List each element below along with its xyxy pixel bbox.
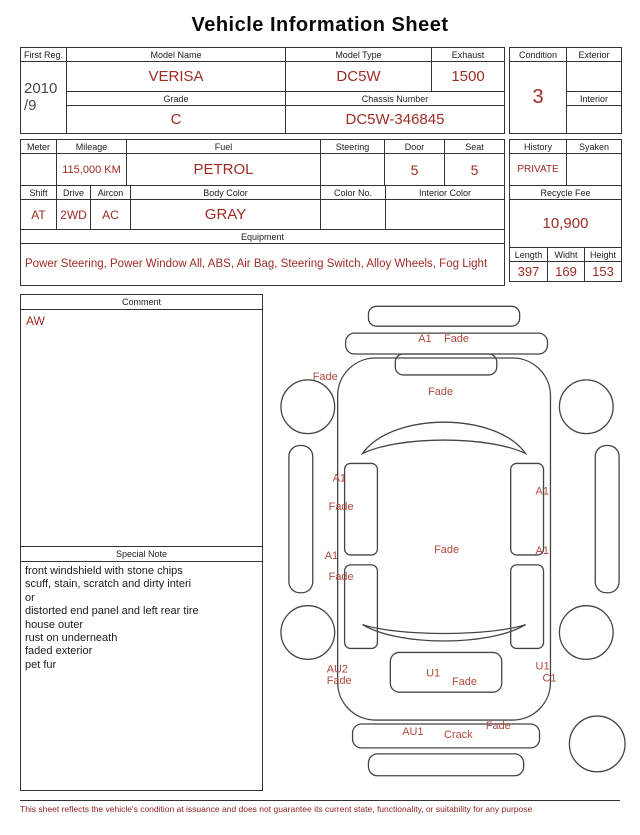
steering-label: Steering (321, 140, 385, 154)
special-note-line: rust on underneath (25, 632, 118, 645)
damage-annotation: U1 (535, 660, 550, 673)
spec-table-a (20, 139, 505, 186)
door-label: Door (385, 140, 445, 154)
spec-table-b (20, 185, 505, 230)
equipment-table (20, 229, 505, 286)
width-value: 169 (548, 262, 585, 282)
mileage-value: 115,000 KM (57, 154, 127, 186)
car-diagram-panel (269, 294, 639, 797)
damage-annotation: Fade (452, 676, 477, 689)
model-name-value: VERISA (67, 62, 286, 92)
special-note-text (21, 562, 262, 790)
comment-text: AW (26, 314, 45, 328)
dimensions-table (509, 247, 622, 282)
color-no-label: Color No. (321, 186, 386, 200)
seat-label: Seat (445, 140, 505, 154)
exterior-value (567, 62, 622, 92)
vehicle-identity-table (20, 47, 505, 134)
history-value: PRIVATE (510, 154, 567, 186)
trunk-panel (390, 652, 501, 692)
spare-tire (569, 716, 625, 772)
rear-left-wheel (281, 606, 335, 660)
model-name-label: Model Name (67, 48, 286, 62)
damage-annotation: Fade (328, 570, 354, 583)
interior-label: Interior (567, 92, 622, 106)
front-right-wheel (559, 380, 613, 434)
door-value: 5 (385, 154, 445, 186)
meter-label: Meter (21, 140, 57, 154)
damage-annotation: A1 (418, 333, 432, 346)
first-reg-value (21, 62, 67, 134)
rear-right-wheel (559, 606, 613, 660)
first-reg-label: First Reg. (21, 48, 67, 62)
damage-annotation: A1 (324, 549, 339, 562)
condition-value: 3 (510, 62, 567, 134)
disclaimer: This sheet reflects the vehicle's condition at issuance and does not guarantee its current state, functionality, or suitability for any purpose (20, 800, 620, 814)
fuel-label: Fuel (127, 140, 321, 154)
top-table-row-2 (20, 139, 620, 286)
damage-annotation: AU2 (326, 663, 348, 676)
damage-annotation: Fade (485, 720, 511, 733)
seat-value: 5 (445, 154, 505, 186)
special-note-box (20, 546, 263, 791)
fuel-value: PETROL (127, 154, 321, 186)
exhaust-value: 1500 (432, 62, 505, 92)
steering-value (321, 154, 385, 186)
front-left-wheel (281, 380, 335, 434)
history-table (509, 139, 622, 186)
comment-label: Comment (21, 295, 262, 310)
damage-annotation: C1 (542, 672, 557, 685)
top-table-row-1 (20, 47, 620, 134)
grade-value: C (67, 106, 286, 134)
model-type-value: DC5W (286, 62, 432, 92)
damage-annotation: A1 (535, 544, 549, 557)
special-note-line: pet fur (25, 658, 57, 671)
damage-annotation: Crack (444, 728, 473, 741)
condition-table (509, 47, 622, 134)
length-value: 397 (510, 262, 548, 282)
special-note-line: scuff, stain, scratch and dirty interi (25, 578, 192, 591)
recycle-fee-table (509, 185, 622, 248)
aircon-value: AC (91, 200, 131, 230)
front-grille (395, 354, 496, 375)
color-no-value (321, 200, 386, 230)
damage-annotation: Fade (434, 543, 460, 556)
condition-label: Condition (510, 48, 567, 62)
mileage-label: Mileage (57, 140, 127, 154)
drive-value: 2WD (57, 200, 91, 230)
body-color-label: Body Color (131, 186, 321, 200)
left-side-trim (289, 446, 313, 593)
special-note-line: distorted end panel and left rear tire (25, 605, 199, 618)
first-reg-year: 2010 (24, 79, 58, 97)
special-note-label: Special Note (21, 547, 262, 562)
damage-annotations (313, 333, 557, 741)
history-label: History (510, 140, 567, 154)
car-body (338, 358, 551, 720)
equipment-value: Power Steering, Power Window All, ABS, Air Bag, Steering Switch, Alloy Wheels, Fog Light (21, 244, 505, 286)
rear-window (362, 625, 525, 641)
page-title: Vehicle Information Sheet (191, 14, 449, 36)
damage-annotation: A1 (535, 485, 549, 498)
recycle-fee-value: 10,900 (510, 200, 622, 248)
special-note-line: or (25, 591, 35, 604)
equipment-label: Equipment (21, 230, 505, 244)
right-rear-door (511, 565, 544, 649)
damage-annotation: A1 (332, 472, 347, 485)
comment-box (20, 294, 263, 547)
syaken-value (567, 154, 622, 186)
damage-annotation: U1 (426, 667, 441, 680)
special-note-line: front windshield with stone chips (25, 565, 183, 577)
chassis-number-label: Chassis Number (286, 92, 505, 106)
special-note-line: house outer (25, 618, 84, 631)
interior-value (567, 106, 622, 134)
damage-annotation: Fade (326, 675, 352, 688)
interior-color-label: Interior Color (386, 186, 505, 200)
interior-color-value (386, 200, 505, 230)
damage-annotation: Fade (328, 501, 354, 514)
drive-label: Drive (57, 186, 91, 200)
model-type-label: Model Type (286, 48, 432, 62)
right-panel-tables (509, 139, 622, 286)
right-side-trim (595, 446, 619, 593)
height-value: 153 (585, 262, 622, 282)
shift-label: Shift (21, 186, 57, 200)
damage-annotation: Fade (312, 370, 338, 383)
damage-annotation: AU1 (402, 725, 424, 738)
aircon-label: Aircon (91, 186, 131, 200)
exterior-label: Exterior (567, 48, 622, 62)
special-note-line: faded exterior (25, 645, 93, 658)
chassis-number-value: DC5W-346845 (286, 106, 505, 134)
spec-tables (20, 139, 505, 286)
first-reg-month: /9 (24, 96, 37, 114)
grade-label: Grade (67, 92, 286, 106)
front-strip-upper (368, 306, 519, 326)
body-color-value: GRAY (131, 200, 321, 230)
windshield (362, 422, 525, 453)
car-condition-diagram (269, 294, 639, 797)
width-label: Widht (548, 248, 585, 262)
length-label: Length (510, 248, 548, 262)
recycle-fee-label: Recycle Fee (510, 186, 622, 200)
syaken-label: Syaken (567, 140, 622, 154)
exhaust-label: Exhaust (432, 48, 505, 62)
height-label: Height (585, 248, 622, 262)
meter-value (21, 154, 57, 186)
main-area (20, 294, 638, 797)
rear-strip-lower (368, 754, 523, 776)
notes-column (20, 294, 263, 797)
damage-annotation: Fade (444, 333, 469, 346)
damage-annotation: Fade (428, 385, 454, 398)
shift-value: AT (21, 200, 57, 230)
right-front-door (511, 463, 544, 555)
